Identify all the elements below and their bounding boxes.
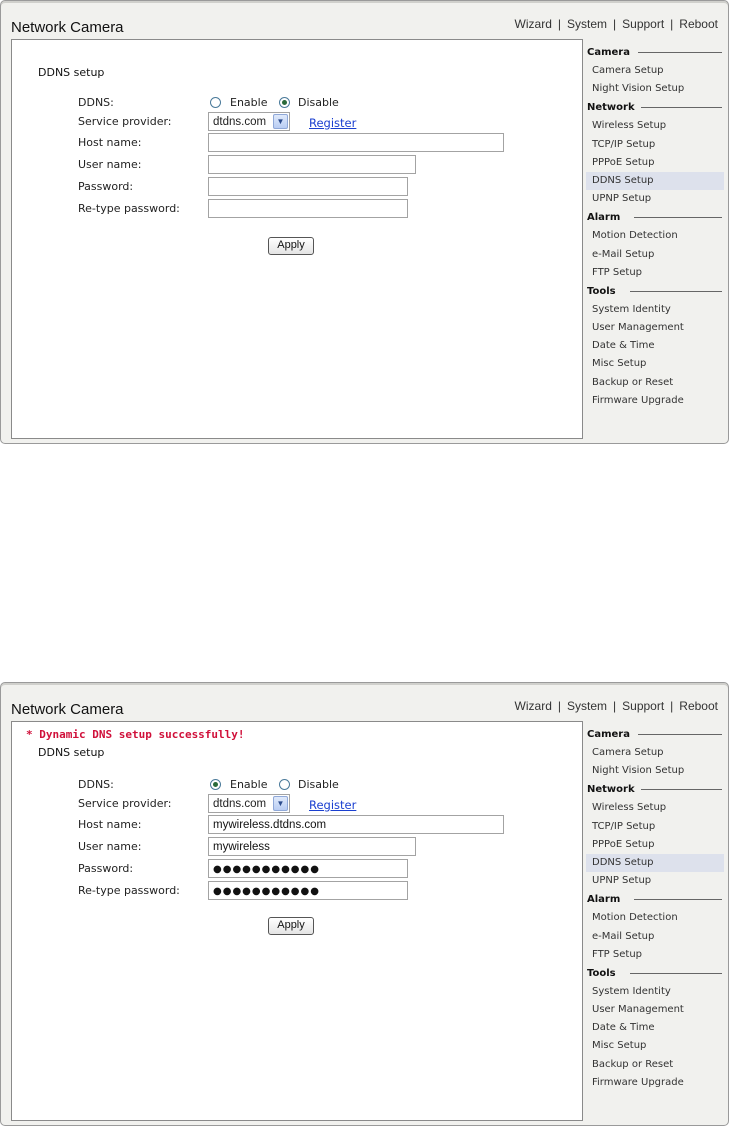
provider-value: dtdns.com (213, 798, 267, 810)
sidebar-section-tools: Tools (586, 964, 724, 983)
sidebar-item-date-time[interactable]: Date & Time (592, 340, 655, 352)
sidebar-item-firmware[interactable]: Firmware Upgrade (592, 394, 684, 406)
page-title: DDNS setup (38, 66, 105, 79)
provider-select[interactable] (208, 112, 290, 131)
sidebar (586, 725, 724, 1092)
disable-label: Disable (298, 778, 339, 791)
sidebar-section-alarm: Alarm (586, 208, 724, 227)
provider-label: Service provider: (78, 797, 172, 810)
sidebar-item-ftp[interactable]: FTP Setup (592, 948, 642, 960)
sidebar-item-tcpip[interactable]: TCP/IP Setup (592, 138, 656, 150)
user-label: User name: (78, 158, 142, 171)
user-label: User name: (78, 840, 142, 853)
sidebar-item-wireless[interactable]: Wireless Setup (592, 802, 667, 814)
ddns-enable-radio[interactable] (210, 97, 221, 108)
sidebar-section-camera: Camera (586, 725, 724, 744)
nav-reboot[interactable]: Reboot (679, 699, 718, 713)
sidebar-item-email[interactable]: e-Mail Setup (592, 248, 655, 260)
sidebar-section-camera: Camera (586, 43, 724, 62)
disable-label: Disable (298, 96, 339, 109)
sidebar-item-date-time[interactable]: Date & Time (592, 1022, 655, 1034)
nav-wizard[interactable]: Wizard (514, 17, 552, 31)
nav-separator: | (557, 17, 561, 31)
nav-system[interactable]: System (567, 17, 608, 31)
sidebar-section-network: Network (586, 98, 724, 117)
sidebar-item-upnp[interactable]: UPNP Setup (592, 193, 652, 205)
window-screen-1 (0, 0, 729, 444)
nav-support[interactable]: Support (622, 699, 665, 713)
app-title: Network Camera (11, 701, 124, 718)
provider-label: Service provider: (78, 115, 172, 128)
apply-button[interactable]: Apply (268, 917, 314, 935)
register-link[interactable]: Register (309, 116, 357, 130)
enable-label: Enable (230, 778, 268, 791)
page-title: DDNS setup (38, 746, 105, 759)
top-nav (515, 17, 718, 31)
nav-support[interactable]: Support (622, 17, 665, 31)
content-panel (11, 721, 583, 1121)
sidebar-item-user-management[interactable]: User Management (592, 322, 684, 334)
sidebar-item-ftp[interactable]: FTP Setup (592, 266, 642, 278)
sidebar-item-misc[interactable]: Misc Setup (592, 1040, 647, 1052)
sidebar-item-ddns[interactable]: DDNS Setup (586, 172, 724, 190)
host-label: Host name: (78, 136, 142, 149)
ddns-disable-radio[interactable] (279, 97, 290, 108)
sidebar-item-system-identity[interactable]: System Identity (592, 985, 671, 997)
user-input[interactable] (208, 155, 416, 174)
sidebar-section-network: Network (586, 780, 724, 799)
retype-password-input[interactable] (208, 199, 408, 218)
password-input[interactable] (208, 177, 408, 196)
sidebar-item-camera-setup[interactable]: Camera Setup (592, 65, 664, 76)
chevron-down-icon[interactable]: ▼ (273, 114, 288, 129)
sidebar-item-night-vision[interactable]: Night Vision Setup (592, 83, 685, 95)
user-input[interactable]: mywireless (208, 837, 416, 856)
sidebar-item-backup[interactable]: Backup or Reset (592, 1058, 674, 1070)
apply-button[interactable]: Apply (268, 237, 314, 255)
retype-label: Re-type password: (78, 202, 180, 215)
nav-system[interactable]: System (567, 699, 608, 713)
sidebar-section-alarm: Alarm (586, 890, 724, 909)
sidebar-item-pppoe[interactable]: PPPoE Setup (592, 838, 655, 850)
chevron-down-icon[interactable]: ▼ (273, 796, 288, 811)
success-message: * Dynamic DNS setup successfully! (26, 728, 245, 741)
provider-value: dtdns.com (213, 116, 267, 128)
sidebar-item-tcpip[interactable]: TCP/IP Setup (592, 820, 656, 832)
host-input[interactable]: mywireless.dtdns.com (208, 815, 504, 834)
sidebar-item-camera-setup[interactable]: Camera Setup (592, 747, 664, 758)
sidebar-item-firmware[interactable]: Firmware Upgrade (592, 1076, 684, 1088)
nav-separator: | (670, 17, 674, 31)
window-screen-2 (0, 682, 729, 1126)
sidebar-item-misc[interactable]: Misc Setup (592, 358, 647, 370)
host-label: Host name: (78, 818, 142, 831)
nav-wizard[interactable]: Wizard (514, 699, 552, 713)
password-label: Password: (78, 862, 134, 875)
sidebar-item-backup[interactable]: Backup or Reset (592, 376, 674, 388)
ddns-label: DDNS: (78, 778, 114, 791)
sidebar-item-motion[interactable]: Motion Detection (592, 230, 678, 242)
enable-label: Enable (230, 96, 268, 109)
sidebar-item-user-management[interactable]: User Management (592, 1004, 684, 1016)
sidebar-item-motion[interactable]: Motion Detection (592, 912, 678, 924)
retype-label: Re-type password: (78, 884, 180, 897)
provider-select[interactable] (208, 794, 290, 813)
sidebar-item-system-identity[interactable]: System Identity (592, 303, 671, 315)
host-input[interactable] (208, 133, 504, 152)
nav-separator: | (613, 17, 617, 31)
nav-separator: | (670, 699, 674, 713)
ddns-enable-radio[interactable] (210, 779, 221, 790)
nav-reboot[interactable]: Reboot (679, 17, 718, 31)
sidebar-item-pppoe[interactable]: PPPoE Setup (592, 156, 655, 168)
top-nav (515, 699, 718, 713)
register-link[interactable]: Register (309, 798, 357, 812)
nav-separator: | (557, 699, 561, 713)
sidebar-item-wireless[interactable]: Wireless Setup (592, 120, 667, 132)
app-title: Network Camera (11, 19, 124, 36)
sidebar-item-upnp[interactable]: UPNP Setup (592, 875, 652, 887)
password-input[interactable]: ●●●●●●●●●●● (208, 859, 408, 878)
content-panel (11, 39, 583, 439)
nav-separator: | (613, 699, 617, 713)
sidebar (586, 43, 724, 410)
sidebar-section-tools: Tools (586, 282, 724, 301)
ddns-label: DDNS: (78, 96, 114, 109)
ddns-disable-radio[interactable] (279, 779, 290, 790)
sidebar-item-night-vision[interactable]: Night Vision Setup (592, 765, 685, 777)
sidebar-item-email[interactable]: e-Mail Setup (592, 930, 655, 942)
retype-password-input[interactable]: ●●●●●●●●●●● (208, 881, 408, 900)
password-label: Password: (78, 180, 134, 193)
sidebar-item-ddns[interactable]: DDNS Setup (586, 854, 724, 872)
